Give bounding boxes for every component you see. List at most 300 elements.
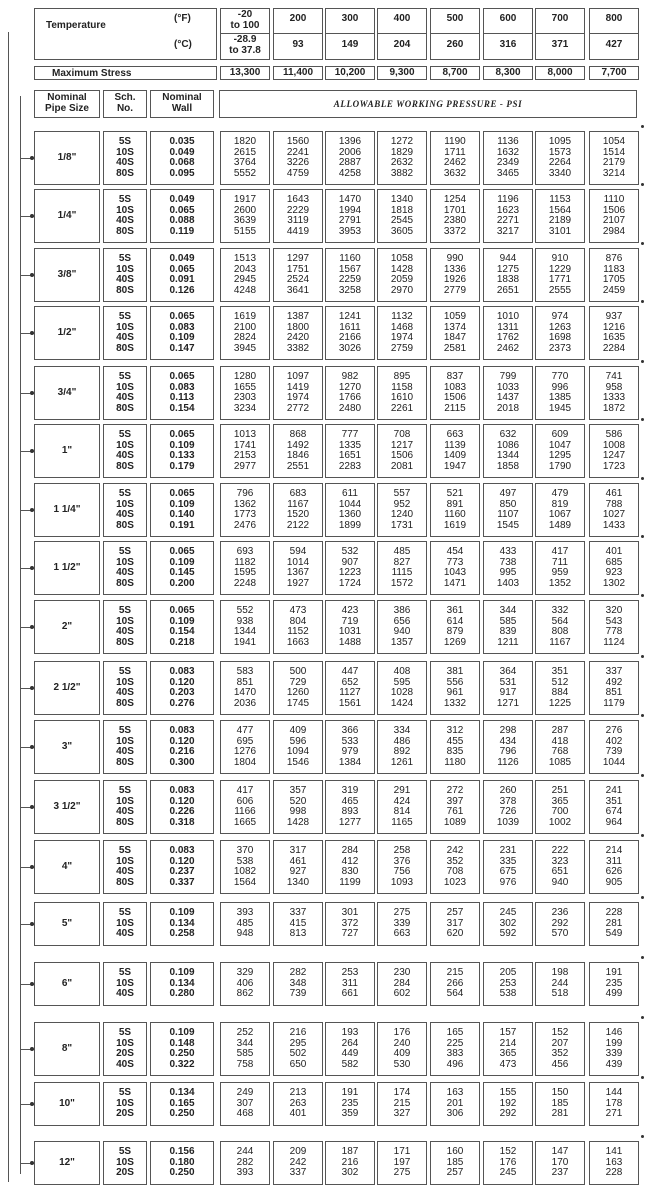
schedule-value: 5S [118,489,132,499]
pressure-value: 538 [499,989,517,999]
pressure-value: 1167 [549,637,571,648]
pipe-size-label: 6" [61,978,73,989]
pressure-value: 1225 [548,698,572,709]
schedule-value: 5S [118,1088,132,1098]
pressure-value: 1136 [497,137,519,147]
pressure-value: 479 [551,489,569,499]
pressure-value: 830 [341,867,359,877]
pressure-value: 768 [551,747,569,757]
pressure-value: 683 [289,489,307,499]
schedule-value: 10S [116,147,134,158]
pressure-value: 1336 [443,264,467,275]
pressure-value: 3217 [496,226,520,237]
schedule-value: 5S [118,786,132,796]
pressure-value: 449 [341,1049,359,1059]
pressure-value: 3641 [286,285,310,296]
wall-value: 0.180 [169,1157,195,1168]
pressure-value: 192 [499,1098,517,1109]
size-connector-dot [30,865,34,869]
pressure-value: 378 [499,796,517,807]
pressure-value: 937 [605,312,623,322]
schedule-value: 10S [116,499,134,510]
schedule-value: 10S [116,440,134,451]
pressure-value: 1974 [286,393,310,403]
wall-value: 0.120 [169,736,195,747]
pressure-value: 1941 [233,637,257,648]
pressure-value: 761 [446,807,464,817]
pressure-value: 311 [606,856,622,867]
pressure-value: 1632 [496,147,520,158]
pressure-value: 455 [446,736,464,747]
wall-value: 0.065 [169,430,195,440]
pressure-value: 1561 [338,698,362,709]
celsius-value: 93 [292,40,304,50]
pressure-value: 1567 [338,264,362,275]
wall-value: 0.147 [169,343,195,354]
pressure-value: 242 [289,1157,307,1168]
wall-value: 0.109 [169,557,195,568]
pressure-value: 401 [605,547,623,557]
schedule-value: 80S [116,637,134,648]
max-stress-value: 13,300 [229,68,261,78]
schedule-value: 10S [116,796,134,807]
pressure-value: 364 [499,667,517,677]
pressure-value: 2107 [602,216,626,226]
pressure-value: 264 [341,1038,359,1049]
pressure-value: 209 [289,1147,307,1157]
pressure-value: 990 [446,254,464,264]
schedule-value: 40S [116,451,134,461]
pressure-value: 147 [551,1147,569,1157]
pressure-value: 1829 [390,147,414,158]
pressure-value: 1428 [390,264,414,275]
pressure-value: 804 [289,616,307,627]
schedule-value: 5S [118,195,132,205]
pressure-value: 917 [499,688,517,698]
nominal-wall-header-text: Nominal Wall [162,93,202,114]
pressure-value: 2476 [233,520,257,531]
pressure-value: 1360 [338,510,362,520]
pressure-value: 876 [605,254,623,264]
wall-value: 0.083 [169,667,195,677]
wall-value: 0.049 [169,254,195,264]
pressure-value: 2551 [286,461,310,472]
pressure-value: 1651 [338,451,362,461]
schedule-value: 40S [116,393,134,403]
pressure-value: 944 [499,254,517,264]
pressure-value: 4419 [286,226,310,237]
pressure-value: 1199 [339,877,361,888]
pressure-value: 1002 [548,817,572,828]
pressure-value: 1384 [338,757,362,768]
pressure-value: 266 [446,978,464,989]
wall-value: 0.203 [169,688,195,698]
pressure-value: 1546 [286,757,310,768]
pressure-value: 1280 [233,372,257,382]
pressure-value: 1190 [444,137,466,147]
pressure-value: 2759 [390,343,414,354]
pressure-value: 1344 [233,627,257,637]
pressure-value: 2303 [233,393,257,403]
pressure-value: 1623 [496,205,520,216]
pressure-value: 893 [341,807,359,817]
pressure-value: 1572 [390,578,414,589]
pressure-value: 320 [605,606,623,616]
pressure-value: 282 [236,1157,254,1168]
pressure-value: 163 [446,1088,464,1098]
pressure-value: 512 [551,677,569,688]
wall-value: 0.120 [169,796,195,807]
pressure-value: 1115 [391,568,413,578]
pressure-value: 409 [289,726,307,736]
pressure-value: 1107 [497,510,519,520]
schedule-value: 40S [116,275,134,285]
celsius-value: 260 [446,40,464,50]
pressure-value: 178 [605,1098,623,1109]
pressure-value: 708 [393,430,411,440]
pressure-value: 1385 [548,393,572,403]
pipe-size-label: 3/4" [57,388,77,398]
pressure-value: 905 [605,877,623,888]
pressure-value: 402 [605,736,623,747]
pressure-value: 1387 [286,312,310,322]
pressure-value: 729 [289,677,307,688]
pressure-value: 1701 [443,205,467,216]
pressure-value: 1126 [497,757,519,768]
pressure-value: 447 [341,667,359,677]
pressure-value: 979 [341,747,359,757]
temperature-column-divider [377,33,427,34]
schedule-value: 10S [116,205,134,216]
fahrenheit-value: -20 to 100 [230,10,260,31]
pipe-size-label: 1/2" [57,328,77,338]
pressure-value: 456 [551,1059,569,1070]
pressure-value: 2189 [548,216,572,226]
temperature-column-divider [273,33,323,34]
pressure-value: 851 [605,688,623,698]
pressure-value: 3764 [233,158,257,168]
wall-value: 0.218 [169,637,195,648]
pressure-value: 2791 [338,216,362,226]
pressure-value: 1655 [233,382,257,393]
right-edge-dot [641,655,644,658]
pressure-value: 868 [289,430,307,440]
pressure-value: 2153 [233,451,257,461]
pressure-value: 348 [289,978,307,989]
pressure-value: 585 [499,616,517,627]
pressure-value: 2166 [338,333,362,343]
pressure-value: 1643 [286,195,310,205]
pressure-value: 366 [341,726,359,736]
pressure-value: 1043 [443,568,467,578]
pressure-value: 2977 [233,461,257,472]
fahrenheit-value: 700 [551,14,569,24]
pressure-value: 940 [393,627,411,637]
pressure-value: 1223 [338,568,362,578]
temperature-column-divider [589,33,639,34]
schedule-value: 80S [116,168,134,179]
wall-value: 0.068 [169,158,195,168]
pressure-value: 1028 [390,688,414,698]
size-connector-dot [30,156,34,160]
pressure-value: 974 [551,312,569,322]
pressure-value: 3214 [602,168,626,179]
pressure-value: 1179 [603,698,625,709]
right-edge-dot [641,714,644,717]
pressure-value: 393 [236,1168,254,1178]
pressure-value: 1272 [390,137,414,147]
pressure-value: 1635 [602,333,626,343]
pressure-value: 1471 [443,578,467,589]
pressure-value: 4258 [338,168,362,179]
pipe-size-label: 2 1/2" [53,683,81,693]
size-connector-dot [30,1102,34,1106]
pressure-value: 291 [393,786,411,796]
pressure-value: 1302 [602,578,626,589]
pressure-value: 2115 [444,403,466,414]
pressure-value: 257 [446,908,464,918]
pressure-value: 141 [605,1147,623,1157]
pressure-value: 365 [499,1049,517,1059]
pressure-value: 652 [341,677,359,688]
pressure-value: 176 [499,1157,517,1168]
pressure-value: 271 [605,1109,623,1119]
pressure-value: 284 [341,846,359,856]
pressure-value: 1013 [233,430,257,440]
pressure-value: 1275 [496,264,520,275]
pressure-value: 606 [236,796,254,807]
pressure-value: 401 [289,1109,307,1119]
pressure-value: 586 [605,430,623,440]
pressure-value: 468 [236,1109,254,1119]
pressure-value: 434 [499,736,517,747]
pressure-value: 287 [551,726,569,736]
pressure-value: 344 [236,1038,254,1049]
pressure-value: 306 [446,1109,464,1119]
pressure-value: 1254 [443,195,467,205]
wall-value: 0.337 [169,877,195,888]
pressure-value: 302 [499,918,517,929]
pressure-value: 357 [289,786,307,796]
pressure-value: 292 [551,918,569,929]
max-stress-value: 10,200 [334,68,366,78]
pressure-value: 361 [446,606,464,616]
pressure-value: 1167 [287,499,309,510]
pressure-value: 1110 [603,195,625,205]
pressure-value: 1514 [602,147,626,158]
pressure-value: 170 [551,1157,569,1168]
pipe-size-label: 2" [61,622,73,632]
pressure-value: 685 [605,557,623,568]
schedule-value: 80S [116,877,134,888]
right-edge-dot [641,774,644,777]
pressure-value: 808 [551,627,569,637]
pressure-value: 583 [236,667,254,677]
size-connector-dot [30,273,34,277]
pressure-value: 521 [446,489,464,499]
pressure-value: 1766 [338,393,362,403]
size-connector-dot [30,1161,34,1165]
pressure-value: 3101 [548,226,572,237]
celsius-value: 316 [499,40,517,50]
pressure-value: 2420 [286,333,310,343]
pipe-size-label: 3/8" [57,270,77,280]
size-connector-dot [30,686,34,690]
pressure-value: 1470 [233,688,257,698]
wall-value: 0.318 [169,817,195,828]
schedule-value: 20S [116,1049,134,1059]
pressure-value: 1619 [443,520,467,531]
pressure-value: 1152 [287,627,309,637]
schedule-value: 5S [118,968,132,978]
wall-value: 0.083 [169,786,195,796]
celsius-value: -28.9 to 37.8 [229,35,261,56]
right-edge-dot [641,125,644,128]
pressure-value: 337 [289,908,307,918]
pressure-value: 461 [289,856,307,867]
pressure-value: 245 [499,908,517,918]
fahrenheit-value: 200 [289,14,307,24]
pressure-value: 2006 [338,147,362,158]
pipe-size-label: 10" [59,1098,75,1109]
wall-value: 0.083 [169,726,195,736]
pressure-value: 2651 [496,285,520,296]
pressure-value: 2284 [602,343,626,354]
schedule-value: 5S [118,137,132,147]
schedule-value: 40S [116,333,134,343]
pressure-value: 339 [393,918,411,929]
pressure-value: 337 [605,667,623,677]
pressure-value: 1180 [444,757,466,768]
pipe-size-label: 5" [61,918,73,929]
wall-value: 0.145 [169,568,195,578]
pressure-value: 827 [393,557,411,568]
pressure-value: 197 [393,1157,411,1168]
wall-value: 0.322 [169,1059,195,1070]
pressure-value: 477 [236,726,254,736]
pressure-value: 862 [236,989,254,999]
pressure-value: 372 [341,918,359,929]
wall-value: 0.065 [169,489,195,499]
pressure-value: 907 [341,557,359,568]
pressure-value: 2229 [286,205,310,216]
pressure-value: 1132 [391,312,413,322]
pressure-value: 155 [499,1088,517,1098]
pressure-value: 332 [551,606,569,616]
pressure-value: 531 [499,677,517,688]
size-connector-dot [30,745,34,749]
wall-value: 0.120 [169,856,195,867]
pressure-value: 1160 [339,254,361,264]
schedule-value: 10S [116,856,134,867]
schedule-value: 40S [116,568,134,578]
wall-value: 0.280 [169,989,195,999]
pressure-value: 461 [605,489,623,499]
pressure-value: 393 [236,908,254,918]
pressure-value: 938 [236,616,254,627]
pressure-value: 813 [289,929,307,939]
pressure-value: 549 [605,929,623,939]
pressure-value: 1357 [390,637,414,648]
size-connector-dot [30,508,34,512]
pressure-value: 2945 [233,275,257,285]
pressure-value: 485 [393,547,411,557]
pressure-value: 741 [605,372,623,382]
pressure-value: 1240 [390,510,414,520]
max-stress-value: 9,300 [389,68,415,78]
schedule-value: 20S [116,1168,134,1178]
wall-value: 0.165 [169,1098,195,1109]
schedule-value: 40S [116,747,134,757]
pressure-value: 365 [551,796,569,807]
pressure-value: 533 [341,736,359,747]
schedule-value: 40S [116,807,134,817]
pressure-value: 1367 [286,568,310,578]
pressure-value: 263 [289,1098,307,1109]
wall-value: 0.250 [169,1168,195,1178]
pressure-value: 2459 [602,285,626,296]
sch-no-header-text: Sch. No. [114,93,136,114]
pressure-value: 995 [499,568,517,578]
wall-value: 0.156 [169,1147,195,1157]
pressure-value: 910 [551,254,569,264]
wall-value: 0.200 [169,578,195,589]
pressure-value: 1295 [548,451,572,461]
pressure-value: 152 [551,1028,569,1038]
pressure-value: 1158 [391,382,413,393]
schedule-value: 10S [116,978,134,989]
right-edge-dot [641,418,644,421]
pressure-value: 602 [393,989,411,999]
pressure-value: 165 [446,1028,464,1038]
max-stress-value: 7,700 [601,68,627,78]
pressure-value: 1492 [286,440,310,451]
temperature-column-divider [483,33,533,34]
schedule-value: 80S [116,757,134,768]
pressure-value: 1974 [390,333,414,343]
schedule-value: 40S [116,929,134,939]
pressure-value: 1182 [234,557,256,568]
pressure-value: 1437 [496,393,520,403]
pressure-value: 260 [499,786,517,796]
pressure-value: 351 [551,667,569,677]
wall-value: 0.250 [169,1049,195,1059]
pressure-value: 1344 [496,451,520,461]
schedule-value: 10S [116,616,134,627]
pressure-value: 1762 [496,333,520,343]
pressure-value: 253 [499,978,517,989]
pressure-value: 2036 [233,698,257,709]
wall-value: 0.258 [169,929,195,939]
pressure-value: 311 [342,978,358,989]
pressure-value: 959 [551,568,569,578]
pressure-value: 614 [446,616,464,627]
pressure-value: 1311 [497,322,519,333]
pressure-value: 556 [446,677,464,688]
pressure-value: 726 [499,807,517,817]
schedule-value: 10S [116,677,134,688]
pressure-value: 157 [499,1028,517,1038]
pressure-value: 376 [393,856,411,867]
pressure-value: 958 [605,382,623,393]
pressure-value: 214 [605,846,623,856]
pressure-value: 337 [289,1168,307,1178]
pressure-value: 1124 [603,637,625,648]
pressure-value: 1513 [233,254,257,264]
pressure-value: 282 [289,968,307,978]
wall-value: 0.049 [169,147,195,158]
pressure-value: 307 [236,1098,254,1109]
